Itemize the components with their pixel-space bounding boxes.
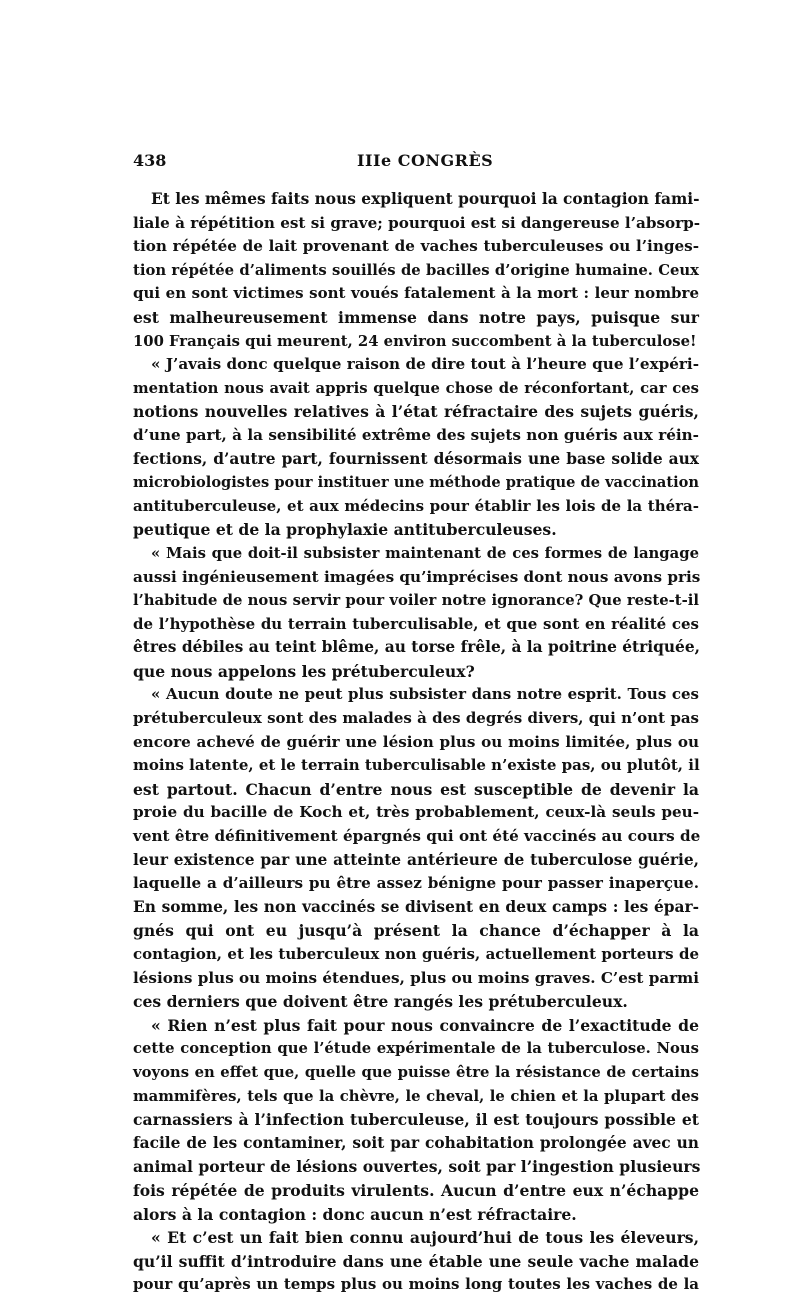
text-line: lésions plus ou moins étendues, plus ou moins graves. C’est parmi xyxy=(133,968,700,987)
text-line: ces derniers que doivent être rangés les prétuberculeux. xyxy=(133,992,628,1012)
text-line: 100 Français qui meurent, 24 environ succombent à la tuberculose! xyxy=(133,332,697,350)
text-line: Et les mêmes faits nous expliquent pourquoi la contagion fami- xyxy=(151,190,700,208)
text-line: « Mais que doit-il subsister maintenant de ces formes de langage xyxy=(151,544,699,562)
text-line: « Rien n’est plus fait pour nous convaincre de l’exactitude de xyxy=(151,1015,699,1035)
running-title: IIIe CONGRÈS xyxy=(357,151,494,170)
text-line: cette conception que l’étude expérimentale de la tuberculose. Nous xyxy=(133,1040,699,1058)
text-line: contagion, et les tuberculeux non guéris, actuellement porteurs de xyxy=(133,945,699,963)
text-line: est partout. Chacun d’entre nous est susceptible de devenir la xyxy=(133,779,699,799)
page-number: 438 xyxy=(133,151,167,170)
text-line: gnés qui ont eu jusqu’à présent la chance d’échapper à la xyxy=(133,921,699,941)
text-line: mammifères, tels que la chèvre, le cheval, le chien et la plupart des xyxy=(133,1087,699,1105)
text-line: peutique et de la prophylaxie antituberculeuses. xyxy=(133,520,557,540)
text-line: l’habitude de nous servir pour voiler notre ignorance? Que reste-t-il xyxy=(133,592,699,610)
text-line: fois répétée de produits virulents. Aucun d’entre eux n’échappe xyxy=(133,1180,699,1200)
text-line: En somme, les non vaccinés se divisent en deux camps : les épar- xyxy=(133,897,699,916)
text-line: liale à répétition est si grave; pourquoi est si dangereuse l’absorp- xyxy=(133,213,701,232)
text-line: qu’il suffit d’introduire dans une étable une seule vache malade xyxy=(133,1251,699,1271)
text-line: pour qu’après un temps plus ou moins long toutes les vaches de la xyxy=(133,1275,699,1294)
page-header xyxy=(133,151,700,175)
text-line: moins latente, et le terrain tuberculisable n’existe pas, ou plutôt, il xyxy=(133,756,700,775)
text-line: notions nouvelles relatives à l’état réfractaire des sujets guéris, xyxy=(133,402,699,422)
text-line: carnassiers à l’infection tuberculeuse, il est toujours possible et xyxy=(133,1110,699,1130)
text-line: voyons en effet que, quelle que puisse être la résistance de certains xyxy=(133,1063,699,1081)
text-line: qui en sont victimes sont voués fatalement à la mort : leur nombre xyxy=(133,284,699,303)
text-line: leur existence par une atteinte antérieure de tuberculose guérie, xyxy=(133,850,699,869)
text-line: prétuberculeux sont des malades à des degrés divers, qui n’ont pas xyxy=(133,709,699,728)
text-line: êtres débiles au teint blême, au torse frêle, à la poitrine étriquée, xyxy=(133,638,700,657)
text-line: « J’avais donc quelque raison de dire tout à l’heure que l’expéri- xyxy=(151,355,699,374)
text-line: « Aucun doute ne peut plus subsister dans notre esprit. Tous ces xyxy=(151,685,699,704)
text-line: laquelle a d’ailleurs pu être assez bénigne pour passer inaperçue. xyxy=(133,874,699,893)
body-text xyxy=(133,188,699,1297)
text-line: antituberculeuse, et aux médecins pour établir les lois de la théra- xyxy=(133,496,699,515)
text-line: mentation nous avait appris quelque chose de réconfortant, car ces xyxy=(133,379,699,397)
text-line: proie du bacille de Koch et, très probablement, ceux-là seuls peu- xyxy=(133,803,699,822)
text-line: encore achevé de guérir une lésion plus ou moins limitée, plus ou xyxy=(133,732,699,751)
text-line: animal porteur de lésions ouvertes, soit par l’ingestion plusieurs xyxy=(133,1157,701,1177)
text-line: vent être définitivement épargnés qui ont été vaccinés au cours de xyxy=(133,827,701,846)
text-line: que nous appelons les prétuberculeux? xyxy=(133,661,475,681)
text-line: « Et c’est un fait bien connu aujourd’hui de tous les éleveurs, xyxy=(151,1228,699,1248)
text-line: fections, d’autre part, fournissent désormais une base solide aux xyxy=(133,449,699,468)
text-line: microbiologistes pour instituer une méthode pratique de vaccination xyxy=(133,474,700,492)
text-line: tion répétée de lait provenant de vaches tuberculeuses ou l’inges- xyxy=(133,237,699,256)
text-line: d’une part, à la sensibilité extrême des sujets non guéris aux réin- xyxy=(133,425,699,444)
text-line: tion répétée d’aliments souillés de bacilles d’origine humaine. Ceux xyxy=(133,261,699,279)
text-line: de l’hypothèse du terrain tuberculisable, et que sont en réalité ces xyxy=(133,614,699,633)
text-line: facile de les contaminer, soit par cohabitation prolongée avec un xyxy=(133,1133,699,1152)
text-line: est malheureusement immense dans notre pays, puisque sur xyxy=(133,307,699,327)
text-line: alors à la contagion : donc aucun n’est réfractaire. xyxy=(133,1204,577,1224)
text-line: aussi ingénieusement imagées qu’imprécises dont nous avons pris xyxy=(133,567,701,586)
